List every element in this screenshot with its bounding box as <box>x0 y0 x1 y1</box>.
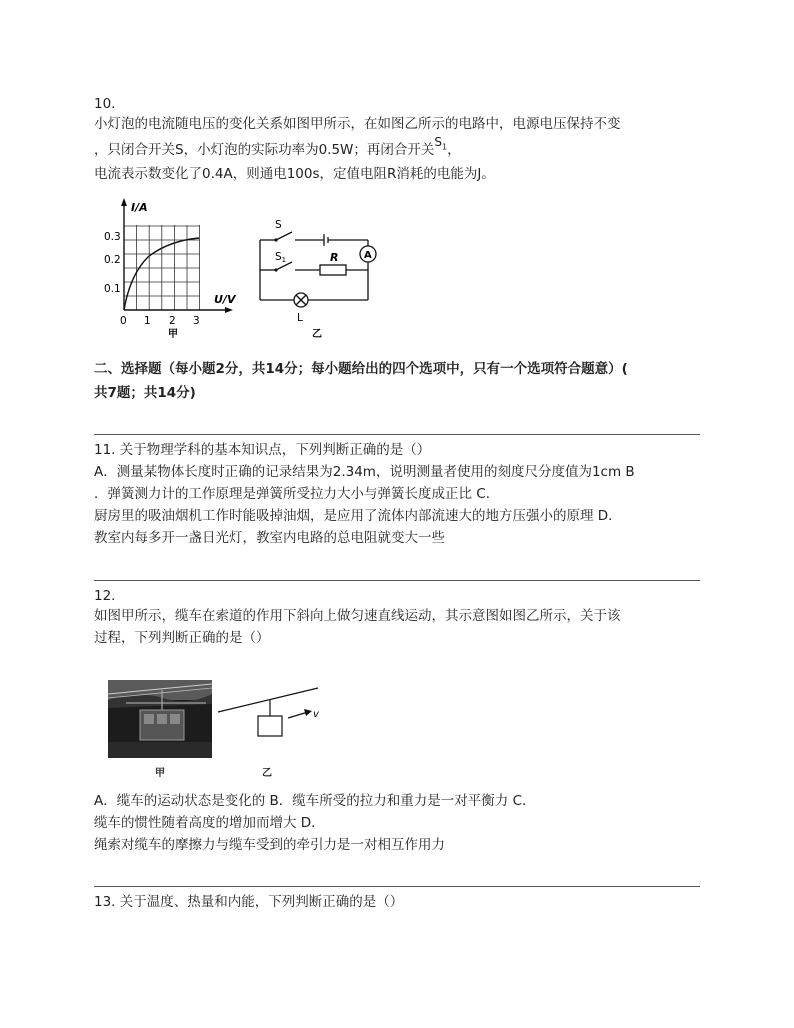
q12-cable-car-diagram <box>214 682 324 762</box>
q12-options-a-b: A．缆车的运动状态是变化的 B．缆车所受的拉力和重力是一对平衡力 C． <box>94 793 536 809</box>
q11-text-line5: 教室内每多开一盏日光灯，教室内电路的总电阻就变大一些 <box>94 530 445 546</box>
x-axis-arrow-icon <box>225 307 233 313</box>
y-tick-0-2: 0.2 <box>104 254 121 266</box>
x-tick-3: 3 <box>193 315 200 327</box>
q10-text-line3: 电流表示数变化了0.4A，则通电100s，定值电阻R消耗的电能为J。 <box>94 166 495 182</box>
velocity-label: v <box>313 709 319 720</box>
q13-stem: 13. 关于温度、热量和内能，下列判断正确的是（） <box>94 894 404 910</box>
q11-text-line3: ．弹簧测力计的工作原理是弹簧所受拉力大小与弹簧长度成正比 C． <box>94 486 500 502</box>
switch-s-label: S <box>275 219 282 231</box>
y-tick-0-3: 0.3 <box>104 231 121 243</box>
q11-text-line2: A．测量某物体长度时正确的记录结果为2.34m，说明测量者使用的刻度尺分度值为1cm B <box>94 464 635 480</box>
y-axis-label: I/A <box>131 201 148 214</box>
q12-photo-caption: 甲 <box>155 768 165 779</box>
graph-axes <box>124 203 228 310</box>
q11-text-line4: 厨房里的吸油烟机工作时能吸掉油烟，是应用了流体内部流速大的地方压强小的原理 D． <box>94 508 622 524</box>
divider <box>94 434 700 435</box>
lamp-icon <box>294 293 308 307</box>
lamp-label: L <box>297 312 303 324</box>
y-tick-0-1: 0.1 <box>104 283 121 295</box>
switch-s1-pivot-icon <box>274 268 277 271</box>
x-tick-2: 2 <box>169 315 176 327</box>
q12-text-line2: 过程，下列判断正确的是（） <box>94 630 270 646</box>
x-tick-1: 1 <box>144 315 151 327</box>
section2-heading-line1: 二、选择题（每小题2分，共14分；每小题给出的四个选项中，只有一个选项符合题意）( <box>94 361 628 377</box>
circuit-caption: 乙 <box>312 329 322 340</box>
q10-text-line1: 小灯泡的电流随电压的变化关系如图甲所示，在如图乙所示的电路中，电源电压保持不变 <box>94 116 621 132</box>
section2-heading-line2: 共7题；共14分) <box>94 385 196 401</box>
switch-s-pivot-icon <box>274 238 277 241</box>
ammeter-label: A <box>364 250 372 261</box>
resistor-label: R <box>330 251 339 264</box>
q12-option-c: 缆车的惯性随着高度的增加而增大 D． <box>94 815 325 831</box>
divider <box>94 886 700 887</box>
x-tick-0: 0 <box>120 315 127 327</box>
switch-s1-label: S1 <box>275 251 287 264</box>
q12-diagram-caption: 乙 <box>262 768 272 779</box>
y-axis-arrow-icon <box>121 198 127 206</box>
q12-text-line1: 如图甲所示，缆车在索道的作用下斜向上做匀速直线运动，其示意图如图乙所示，关于该 <box>94 608 621 624</box>
q12-cable-car-photo <box>108 680 212 758</box>
q12-option-d: 绳索对缆车的摩擦力与缆车受到的牵引力是一对相互作用力 <box>94 837 445 853</box>
q10-number: 10. <box>94 96 116 112</box>
q10-text-line2: ，只闭合开关S，小灯泡的实际功率为0.5W；再闭合开关$S_1$， <box>94 135 461 158</box>
q10-iu-graph <box>100 195 240 345</box>
q12-number: 12. <box>94 588 116 604</box>
velocity-arrow-icon <box>304 709 312 716</box>
q10-s1-symbol: $S_1$ <box>434 135 448 152</box>
x-axis-label: U/V <box>214 293 236 306</box>
graph-caption: 甲 <box>168 329 178 340</box>
divider <box>94 580 700 581</box>
q10-circuit-diagram <box>250 212 390 347</box>
q11-stem: 11. 关于物理学科的基本知识点，下列判断正确的是（） <box>94 442 431 458</box>
